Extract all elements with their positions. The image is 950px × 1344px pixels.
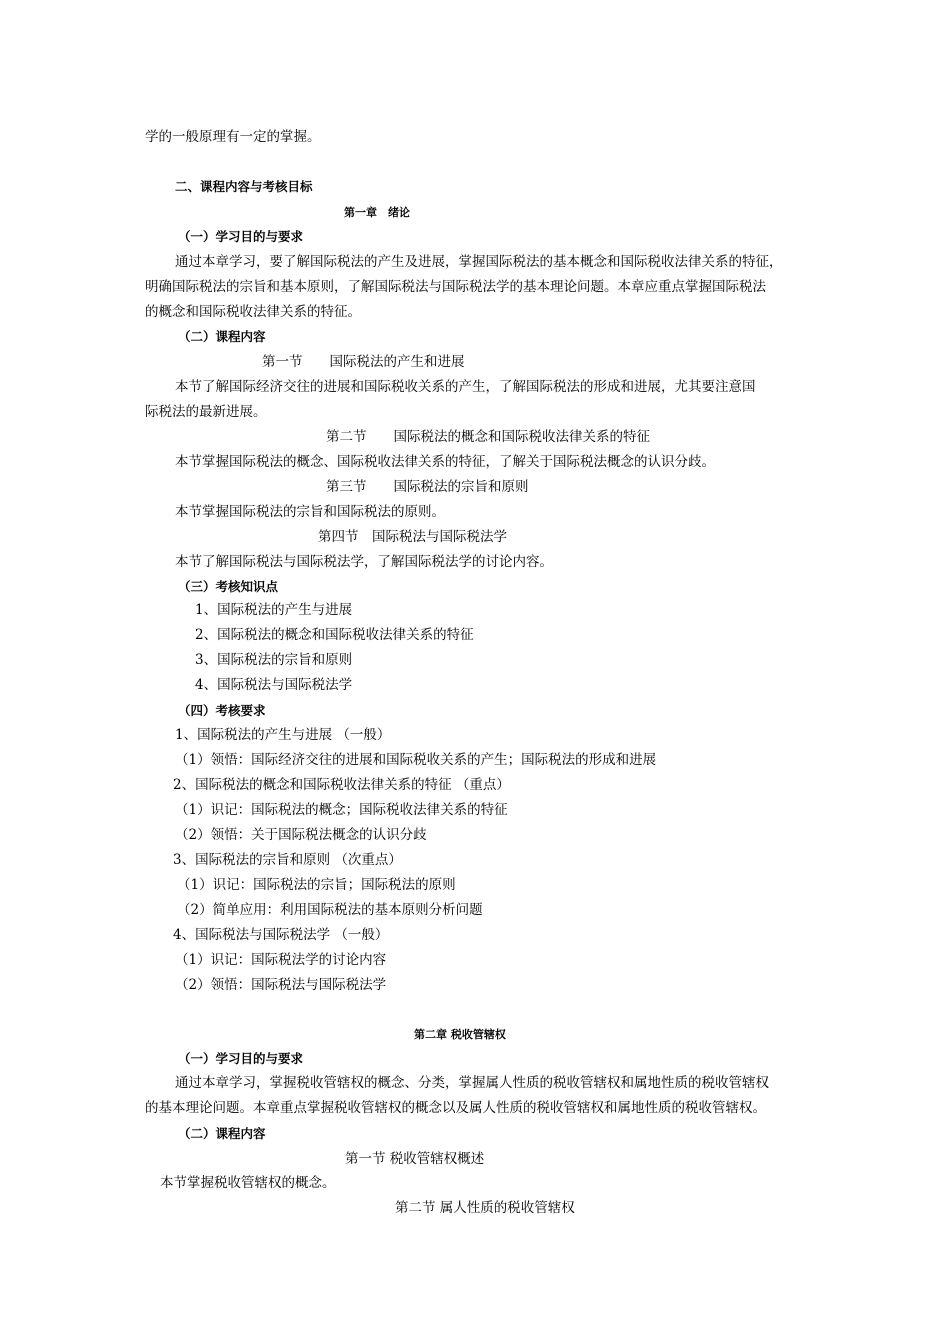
- ch1-goal-heading: （一）学习目的与要求: [178, 229, 304, 244]
- ch1-requirement-item: 2、国际税法的概念和国际税收法律关系的特征 （重点）: [173, 777, 510, 793]
- ch1-goal-paragraph-line: 通过本章学习，要了解国际税法的产生及进展，掌握国际税法的基本概念和国际税收法律关系的特征，: [175, 254, 783, 270]
- chapter-2-title: 第二章 税收管辖权: [414, 1028, 506, 1041]
- ch1-requirement-item: （2）领悟：关于国际税法概念的认识分歧: [175, 827, 427, 843]
- ch2-content-heading: （二）课程内容: [178, 1126, 266, 1141]
- ch1-section-2-text: 本节掌握国际税法的概念、国际税收法律关系的特征，了解关于国际税法概念的认识分歧。: [175, 454, 715, 470]
- ch1-point-item: 2、国际税法的概念和国际税收法律关系的特征: [195, 627, 474, 643]
- chapter-1-title: 第一章 绪论: [344, 206, 410, 219]
- ch2-goal-paragraph-line: 通过本章学习，掌握税收管辖权的概念、分类，掌握属人性质的税收管辖权和属地性质的税收管辖权: [175, 1075, 769, 1091]
- ch1-goal-paragraph-line: 明确国际税法的宗旨和基本原则，了解国际税法与国际税法学的基本理论问题。本章应重点掌握国际税法: [145, 279, 766, 295]
- ch1-section-1-title: 第一节 国际税法的产生和进展: [262, 354, 465, 370]
- ch2-section-2-title: 第二节 属人性质的税收管辖权: [395, 1200, 575, 1216]
- ch1-point-item: 1、国际税法的产生与进展: [195, 602, 353, 618]
- ch1-requirement-item: 1、国际税法的产生与进展 （一般）: [175, 727, 391, 743]
- ch2-section-1-title: 第一节 税收管辖权概述: [345, 1151, 485, 1167]
- ch1-requirement-item: （1）识记：国际税法的概念；国际税收法律关系的特征: [175, 802, 508, 818]
- ch1-goal-paragraph-line: 的概念和国际税收法律关系的特征。: [145, 304, 361, 320]
- ch1-content-heading: （二）课程内容: [178, 329, 266, 344]
- ch2-section-1-text: 本节掌握税收管辖权的概念。: [160, 1175, 336, 1191]
- ch1-requirement-item: 3、国际税法的宗旨和原则 （次重点）: [173, 852, 402, 868]
- ch1-section-3-title: 第三节 国际税法的宗旨和原则: [326, 479, 529, 495]
- ch1-section-3-text: 本节掌握国际税法的宗旨和国际税法的原则。: [175, 504, 445, 520]
- ch1-point-item: 3、国际税法的宗旨和原则: [195, 652, 353, 668]
- ch1-section-1-text: 际税法的最新进展。: [145, 404, 267, 420]
- ch2-goal-paragraph-line: 的基本理论问题。本章重点掌握税收管辖权的概念以及属人性质的税收管辖权和属地性质的税收管辖权。: [145, 1100, 766, 1116]
- ch1-requirements-heading: （四）考核要求: [178, 703, 266, 718]
- ch1-points-heading: （三）考核知识点: [178, 579, 279, 594]
- ch1-requirement-item: （2）领悟：国际税法与国际税法学: [175, 977, 387, 993]
- ch1-requirement-item: 4、国际税法与国际税法学 （一般）: [173, 927, 389, 943]
- ch1-requirement-item: （1）领悟：国际经济交往的进展和国际税收关系的产生；国际税法的形成和进展: [175, 752, 657, 768]
- ch1-requirement-item: （1）识记：国际税法学的讨论内容: [175, 952, 387, 968]
- ch1-section-1-text: 本节了解国际经济交往的进展和国际税收关系的产生，了解国际税法的形成和进展，尤其要注意国: [175, 379, 756, 395]
- ch1-section-4-title: 第四节 国际税法与国际税法学: [318, 529, 507, 545]
- ch1-section-4-text: 本节了解国际税法与国际税法学，了解国际税法学的讨论内容。: [175, 554, 553, 570]
- intro-tail: 学的一般原理有一定的掌握。: [145, 129, 321, 145]
- section-heading: 二、课程内容与考核目标: [175, 179, 313, 194]
- ch1-requirement-item: （1）识记：国际税法的宗旨；国际税法的原则: [177, 877, 456, 893]
- ch1-section-2-title: 第二节 国际税法的概念和国际税收法律关系的特征: [326, 429, 650, 445]
- ch1-point-item: 4、国际税法与国际税法学: [195, 677, 353, 693]
- ch1-requirement-item: （2）简单应用：利用国际税法的基本原则分析问题: [177, 902, 483, 918]
- ch2-goal-heading: （一）学习目的与要求: [178, 1051, 304, 1066]
